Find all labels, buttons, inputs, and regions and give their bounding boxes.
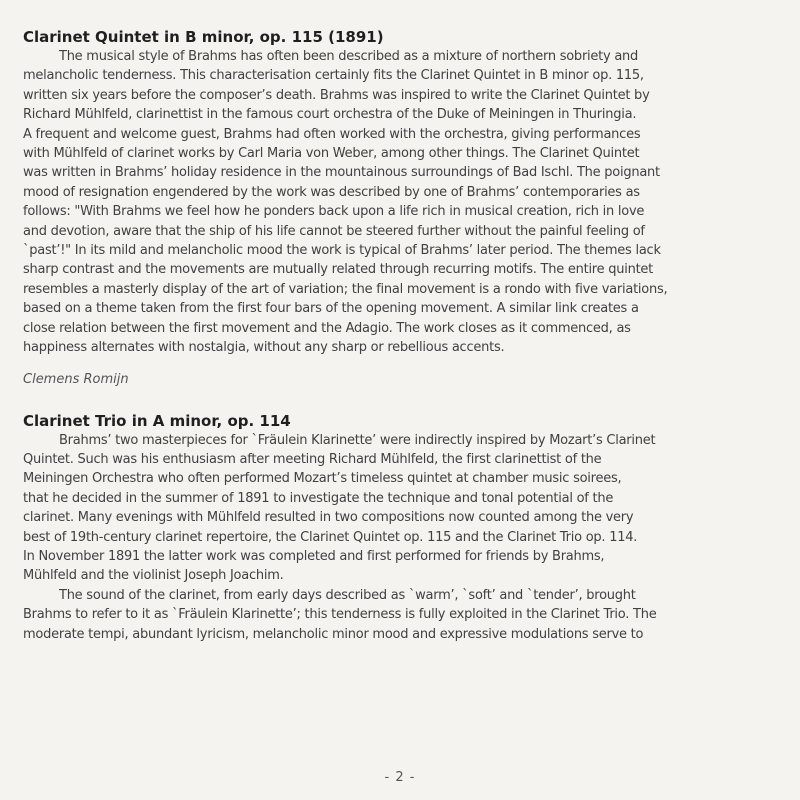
text-line: The sound of the clarinet, from early days described as `warm’, `soft’ and `tender’, brought — [59, 587, 636, 603]
text-line: Quintet. Such was his enthusiasm after meeting Richard Mühlfeld, the first clarinettist of the — [23, 451, 602, 467]
text-line: In November 1891 the latter work was completed and first performed for friends by Brahms, — [23, 548, 605, 564]
page-content — [23, 28, 778, 644]
section-heading-clarinet-trio: Clarinet Trio in A minor, op. 114 — [23, 411, 291, 430]
text-line: was written in Brahms’ holiday residence in the mountainous surroundings of Bad Ischl. The poignant — [23, 165, 660, 181]
text-line: based on a theme taken from the first four bars of the opening movement. A similar link creates a — [23, 301, 639, 317]
text-line: mood of resignation engendered by the work was described by one of Brahms’ contemporaries as — [23, 184, 640, 200]
text-line: sharp contrast and the movements are mutually related through recurring motifs. The entire quintet — [23, 262, 654, 278]
text-line: Brahms to refer to it as `Fräulein Klarinette’; this tenderness is fully exploited in the Clarinet Trio. The — [23, 607, 657, 623]
text-line: Richard Mühlfeld, clarinettist in the famous court orchestra of the Duke of Meiningen in Thuringia. — [23, 107, 637, 123]
text-line: happiness alternates with nostalgia, without any sharp or rebellious accents. — [23, 340, 505, 356]
section-heading-clarinet-quintet: Clarinet Quintet in B minor, op. 115 (1891) — [23, 28, 384, 46]
text-line: with Mühlfeld of clarinet works by Carl Maria von Weber, among other things. The Clarinet Quintet — [23, 146, 640, 162]
text-line: A frequent and welcome guest, Brahms had often worked with the orchestra, giving performances — [23, 126, 641, 142]
author-name: Clemens Romijn — [23, 371, 129, 387]
text-line: written six years before the composer’s death. Brahms was inspired to write the Clarinet Quintet by — [23, 87, 650, 103]
text-line: Mühlfeld and the violinist Joseph Joachim. — [23, 568, 284, 584]
text-line: best of 19th-century clarinet repertoire, the Clarinet Quintet op. 115 and the Clarinet Trio op. 114. — [23, 529, 638, 545]
page-number: - 2 - — [384, 770, 416, 785]
text-line: `past’!" In its mild and melancholic mood the work is typical of Brahms’ later period. The themes lack — [23, 243, 661, 259]
paragraph-clarinet-trio-1 — [23, 431, 778, 586]
text-line: Meiningen Orchestra who often performed Mozart’s timeless quintet at chamber music soirees, — [23, 471, 622, 487]
text-line: that he decided in the summer of 1891 to investigate the technique and tonal potential of the — [23, 490, 614, 506]
text-line: moderate tempi, abundant lyricism, melancholic minor mood and expressive modulations serve to — [23, 626, 644, 642]
paragraph-clarinet-trio-2 — [23, 586, 778, 644]
text-line: close relation between the first movement and the Adagio. The work closes as it commenced, as — [23, 320, 631, 336]
text-line: resembles a masterly display of the art of variation; the final movement is a rondo with five variations, — [23, 281, 668, 297]
text-line: Brahms’ two masterpieces for `Fräulein Klarinette’ were indirectly inspired by Mozart’s Clarinet — [59, 432, 656, 448]
text-line: clarinet. Many evenings with Mühlfeld resulted in two compositions now counted among the very — [23, 510, 634, 526]
text-line: melancholic tenderness. This characterisation certainly fits the Clarinet Quintet in B minor op. 115, — [23, 68, 644, 84]
text-line: and devotion, aware that the ship of his life cannot be steered further without the painful feeling of — [23, 223, 645, 239]
text-line: The musical style of Brahms has often been described as a mixture of northern sobriety and — [59, 49, 639, 64]
text-line: follows: "With Brahms we feel how he ponders back upon a life rich in musical creation, rich in love — [23, 204, 645, 220]
paragraph-clarinet-quintet — [23, 47, 778, 358]
